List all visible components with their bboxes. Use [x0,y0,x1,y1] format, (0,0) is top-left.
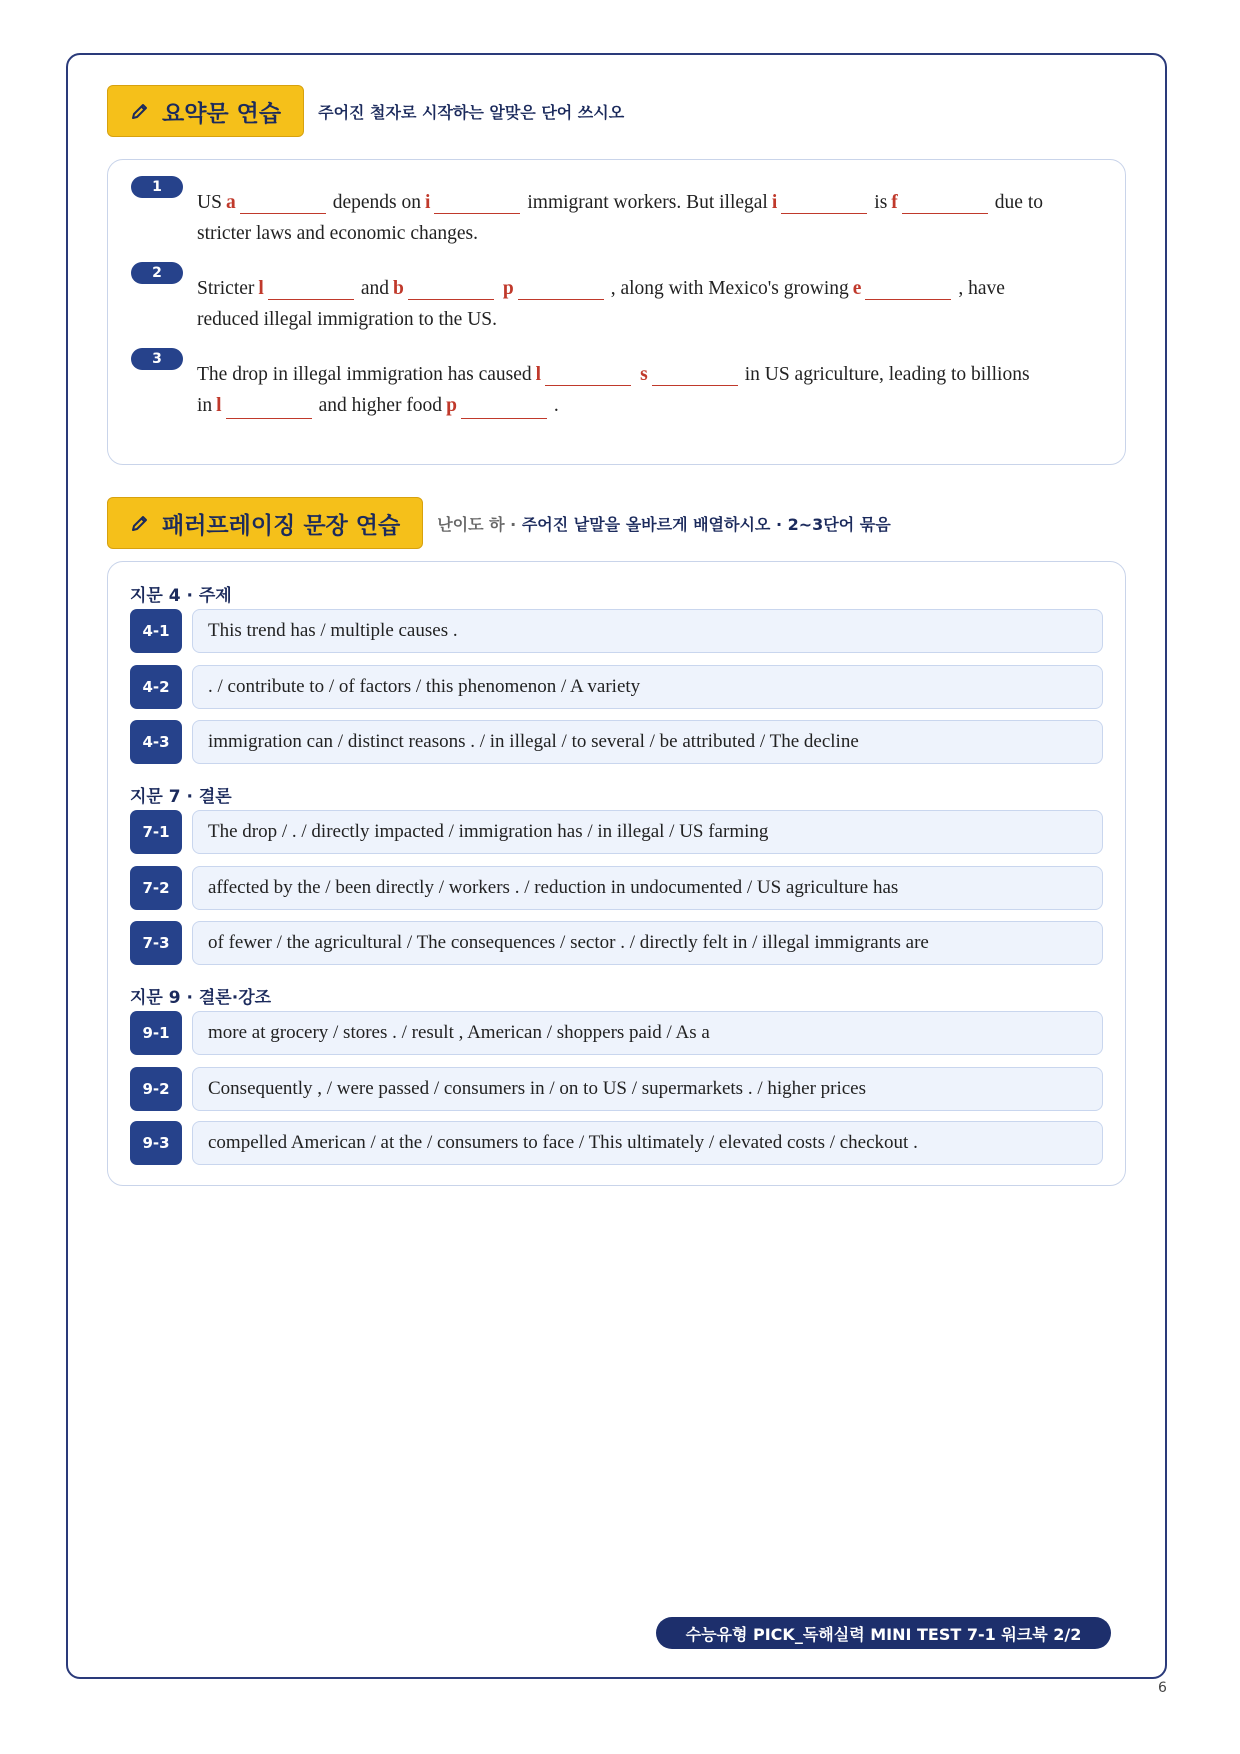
summary-instruction: 주어진 철자로 시작하는 알맞은 단어 쓰시오 [318,102,625,122]
difficulty-label: 난이도 하 · [437,514,517,534]
item-number-badge: 1 [131,176,183,198]
exercise-id-badge: 7-3 [130,921,182,965]
text-segment: US [197,192,222,213]
answer-blank[interactable] [461,394,547,419]
exercise-row [130,1067,1103,1111]
summary-item-1-line2: stricter laws and economic changes. [197,223,479,244]
exercise-id-badge: 4-2 [130,665,182,709]
summary-item-1 [131,174,1103,254]
hint-letter: p [446,395,457,416]
exercise-row [130,1121,1103,1165]
hint-letter: l [535,364,542,385]
exercise-row [130,921,1103,965]
text-segment: and higher food [318,395,443,416]
hint-letter: b [392,278,404,299]
text-segment: Stricter [197,278,255,299]
paraphrase-instruction: 주어진 낱말을 올바르게 배열하시오 · 2~3단어 묶음 [521,514,891,534]
word-chunks-tile[interactable]: This trend has / multiple causes . [192,609,1103,653]
text-segment: , have [958,278,1005,299]
pencil-icon [130,101,150,121]
answer-blank[interactable] [902,189,988,214]
summary-item-3-line2 [131,386,1103,426]
exercise-row [130,665,1103,709]
word-chunks-tile[interactable]: of fewer / the agricultural / The consequences / sector . / directly felt in / illegal immigrants are [192,921,1103,965]
exercise-id-badge: 7-1 [130,810,182,854]
item-number-badge: 3 [131,348,183,370]
hint-letter: s [640,364,648,385]
text-segment: immigrant workers. But illegal [527,192,768,213]
word-chunks-tile[interactable]: affected by the / been directly / workers . / reduction in undocumented / US agriculture has [192,866,1103,910]
exercise-row [130,720,1103,764]
answer-blank[interactable] [545,361,631,386]
exercise-id-badge: 7-2 [130,866,182,910]
summary-section-title: 요약문 연습 [162,100,282,127]
word-chunks-tile[interactable]: more at grocery / stores . / result , American / shoppers paid / As a [192,1011,1103,1055]
exercise-id-badge: 9-3 [130,1121,182,1165]
text-segment: , along with Mexico's growing [610,278,849,299]
hint-letter: a [225,192,236,213]
summary-box [107,159,1126,465]
exercise-id-badge: 9-1 [130,1011,182,1055]
group-label: 지문 4 · 주제 [130,586,232,606]
summary-section-header [107,85,624,137]
paraphrase-section-title-badge [107,497,423,549]
summary-item-2-line1 [131,260,1103,300]
answer-blank[interactable] [865,275,951,300]
text-segment: in US agriculture, leading to billions [744,364,1030,385]
answer-blank[interactable] [781,189,867,214]
exercise-row [130,609,1103,653]
hint-letter: i [424,192,431,213]
paraphrase-section-header [107,497,891,549]
hint-letter: l [216,395,222,416]
answer-blank[interactable] [434,189,520,214]
text-segment: depends on [332,192,421,213]
word-chunks-tile[interactable]: compelled American / at the / consumers to face / This ultimately / elevated costs / checkout . [192,1121,1103,1165]
paraphrase-section-title: 패러프레이징 문장 연습 [162,512,401,539]
text-segment: The drop in illegal immigration has caused [197,364,532,385]
group-label: 지문 7 · 결론 [130,787,232,807]
text-segment: is [874,192,888,213]
word-chunks-tile[interactable]: immigration can / distinct reasons . / in illegal / to several / be attributed / The decline [192,720,1103,764]
pencil-icon [130,513,150,533]
summary-item-3-line1 [131,346,1103,386]
summary-item-3 [131,346,1103,426]
exercise-row [130,1011,1103,1055]
answer-blank[interactable] [652,361,738,386]
hint-letter: f [891,192,898,213]
footer-label: 수능유형 PICK_독해실력 MINI TEST 7-1 워크북 2/2 [656,1617,1111,1649]
answer-blank[interactable] [226,394,312,419]
text-segment: and [360,278,389,299]
word-chunks-tile[interactable]: . / contribute to / of factors / this phenomenon / A variety [192,665,1103,709]
page-number: 6 [1158,1680,1167,1696]
answer-blank[interactable] [268,275,354,300]
exercise-id-badge: 4-1 [130,609,182,653]
word-chunks-tile[interactable]: The drop / . / directly impacted / immigration has / in illegal / US farming [192,810,1103,854]
hint-letter: p [502,278,514,299]
paraphrase-instruction-line [437,512,890,535]
hint-letter: e [852,278,862,299]
text-segment: in [197,395,213,416]
exercise-row [130,866,1103,910]
hint-letter: l [258,278,264,299]
paraphrase-box [107,561,1126,1186]
summary-item-2 [131,260,1103,340]
exercise-id-badge: 4-3 [130,720,182,764]
group-label: 지문 9 · 결론·강조 [130,988,272,1008]
summary-section-title-badge [107,85,304,137]
summary-item-1-line1 [131,174,1103,214]
answer-blank[interactable] [518,275,604,300]
word-chunks-tile[interactable]: Consequently , / were passed / consumers in / on to US / supermarkets . / higher prices [192,1067,1103,1111]
hint-letter: i [771,192,778,213]
exercise-id-badge: 9-2 [130,1067,182,1111]
answer-blank[interactable] [408,275,494,300]
text-segment: due to [994,192,1043,213]
answer-blank[interactable] [240,189,326,214]
exercise-row [130,810,1103,854]
text-segment: . [553,395,559,416]
summary-item-2-line2: reduced illegal immigration to the US. [197,309,498,330]
item-number-badge: 2 [131,262,183,284]
